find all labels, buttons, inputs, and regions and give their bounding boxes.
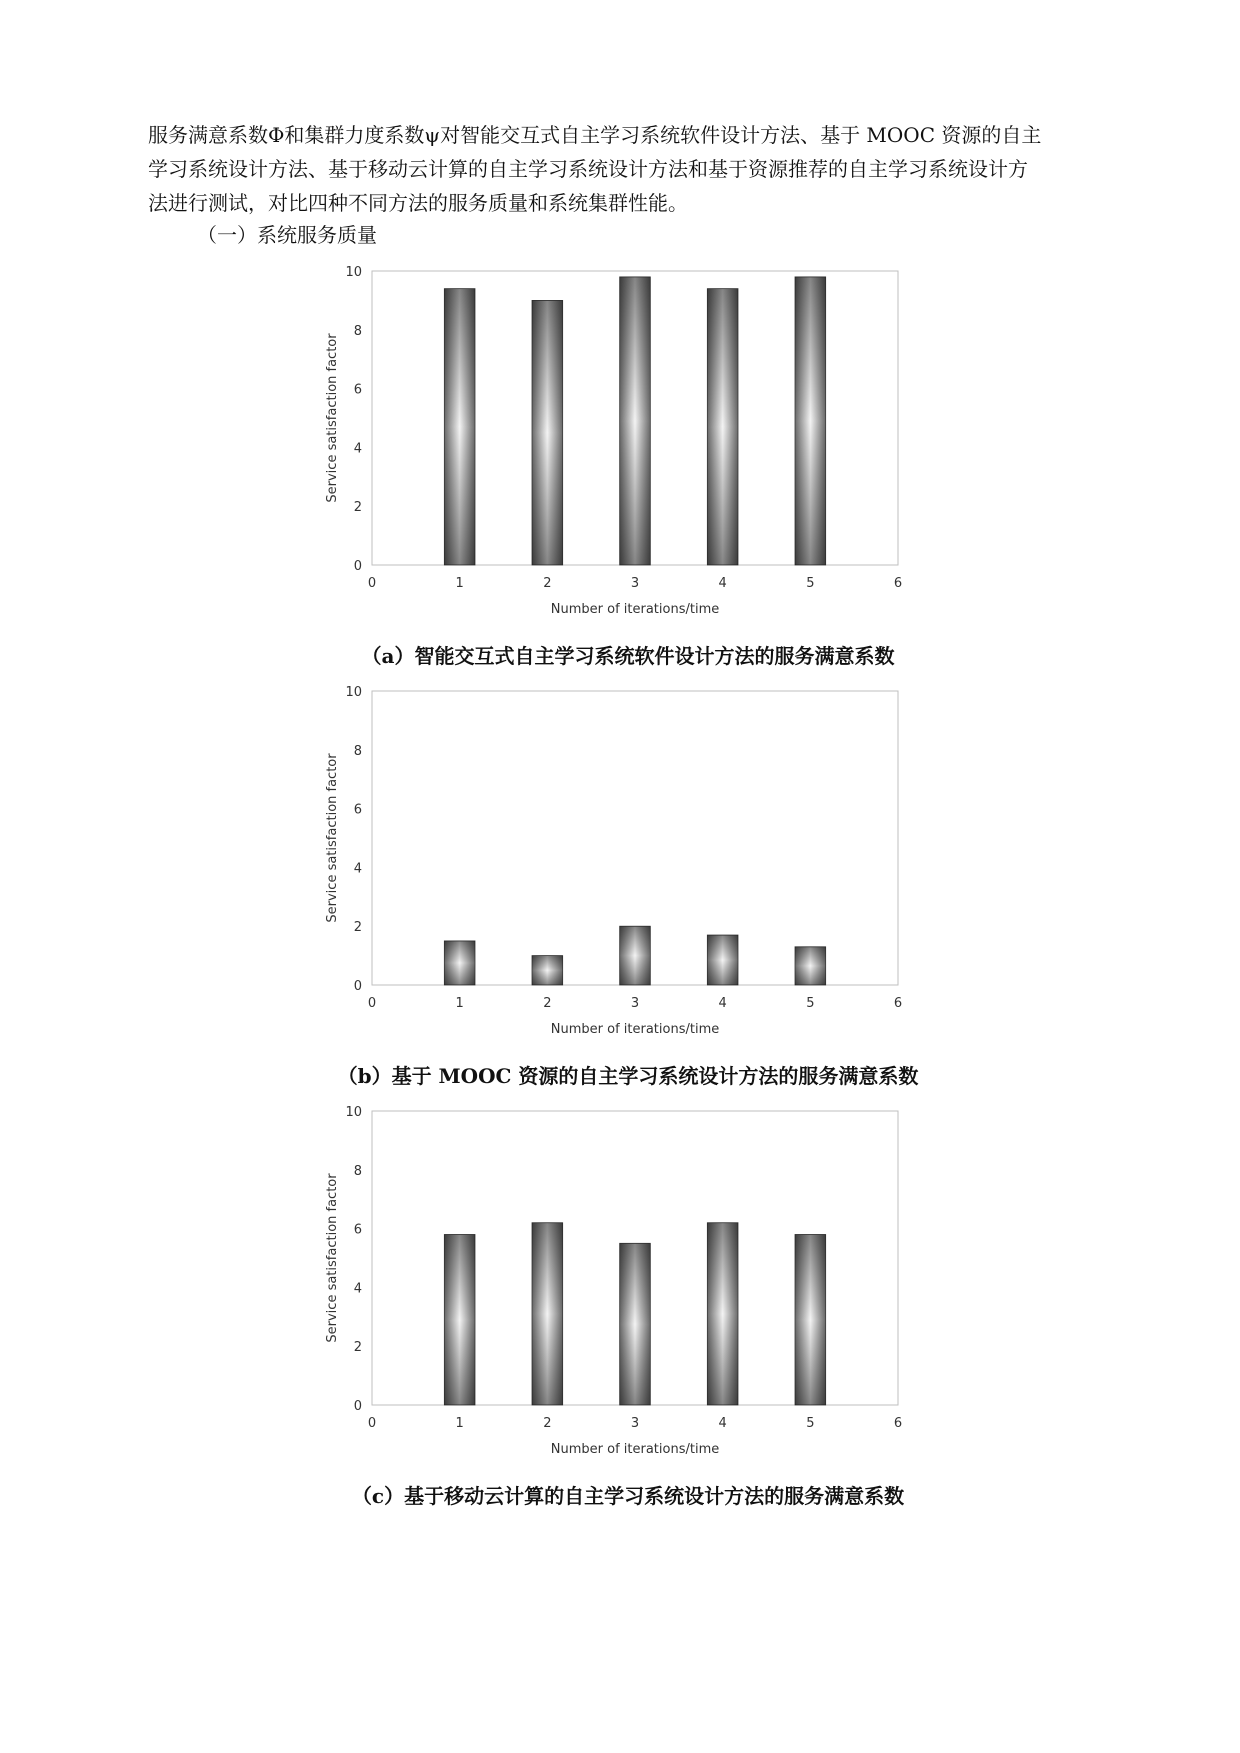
x-tick-label: 2: [543, 1416, 552, 1431]
chart-c: [320, 1095, 930, 1475]
x-tick-label: 3: [630, 1416, 640, 1431]
body-paragraph: [148, 118, 1108, 220]
bar-shade: [444, 289, 475, 565]
y-tick-label: 2: [353, 500, 362, 516]
y-tick-label: 4: [353, 861, 362, 877]
paragraph-line-2: 学习系统设计方法、基于移动云计算的自主学习系统设计方法和基于资源推荐的自主学习系统设计方: [148, 157, 1028, 181]
y-tick-label: 8: [353, 1163, 362, 1179]
x-axis-label: Number of iterations/time: [550, 602, 720, 617]
y-tick-label: 4: [353, 1281, 362, 1297]
y-axis-label: Service satisfaction factor: [325, 1173, 340, 1343]
x-tick-label: 4: [718, 996, 727, 1011]
x-tick-label: 6: [893, 576, 903, 591]
chart-svg: [320, 255, 930, 635]
caption-b: （b）基于 MOOC 资源的自主学习系统设计方法的服务满意系数: [337, 1064, 919, 1088]
chart-svg: [320, 675, 930, 1055]
y-tick-label: 0: [353, 979, 362, 994]
y-tick-label: 8: [353, 743, 362, 759]
bar-shade: [620, 277, 651, 565]
y-tick-label: 10: [345, 685, 362, 700]
y-tick-label: 0: [353, 1399, 362, 1414]
x-axis-label: Number of iterations/time: [550, 1442, 720, 1457]
y-axis-label: Service satisfaction factor: [325, 333, 340, 503]
bar-shade: [620, 1243, 651, 1405]
bar-shade: [795, 947, 826, 985]
paragraph-line-3: 法进行测试，对比四种不同方法的服务质量和系统集群性能。: [148, 191, 688, 215]
bar-shade: [707, 289, 738, 565]
bar-shade: [532, 1223, 563, 1405]
bar-shade: [444, 1234, 475, 1405]
x-tick-label: 2: [543, 996, 552, 1011]
y-tick-label: 4: [353, 441, 362, 457]
y-axis-label: Service satisfaction factor: [325, 753, 340, 923]
chart-b: [320, 675, 930, 1055]
y-tick-label: 6: [353, 802, 362, 818]
y-tick-label: 0: [353, 559, 362, 574]
x-tick-label: 4: [718, 1416, 727, 1431]
y-tick-label: 2: [353, 920, 362, 936]
x-tick-label: 3: [630, 996, 640, 1011]
x-tick-label: 6: [893, 1416, 903, 1431]
x-tick-label: 4: [718, 576, 727, 591]
x-tick-label: 5: [806, 1416, 815, 1431]
x-tick-label: 0: [367, 576, 377, 591]
bar-shade: [795, 277, 826, 565]
x-tick-label: 3: [630, 576, 640, 591]
bar-shade: [707, 935, 738, 985]
x-tick-label: 6: [893, 996, 903, 1011]
x-tick-label: 2: [543, 576, 552, 591]
x-tick-label: 1: [455, 996, 464, 1011]
bar-shade: [444, 941, 475, 985]
chart-svg: [320, 1095, 930, 1475]
x-axis-label: Number of iterations/time: [550, 1022, 720, 1037]
bar-shade: [532, 300, 563, 565]
x-tick-label: 1: [455, 1416, 464, 1431]
caption-a: （a）智能交互式自主学习系统软件设计方法的服务满意系数: [361, 644, 895, 668]
y-tick-label: 6: [353, 1222, 362, 1238]
y-tick-label: 6: [353, 382, 362, 398]
x-tick-label: 0: [367, 1416, 377, 1431]
chart-a: [320, 255, 930, 635]
y-tick-label: 10: [345, 265, 362, 280]
bar-shade: [707, 1223, 738, 1405]
caption-c: （c）基于移动云计算的自主学习系统设计方法的服务满意系数: [351, 1484, 905, 1508]
x-tick-label: 5: [806, 576, 815, 591]
x-tick-label: 0: [367, 996, 377, 1011]
bar-shade: [532, 956, 563, 985]
x-tick-label: 5: [806, 996, 815, 1011]
bar-shade: [795, 1234, 826, 1405]
section-title: （一）系统服务质量: [197, 223, 377, 247]
x-tick-label: 1: [455, 576, 464, 591]
paragraph-line-1: 服务满意系数Φ和集群力度系数ψ对智能交互式自主学习系统软件设计方法、基于 MOOC 资源的自主: [148, 123, 1042, 147]
bar-shade: [620, 926, 651, 985]
y-tick-label: 8: [353, 323, 362, 339]
y-tick-label: 2: [353, 1340, 362, 1356]
y-tick-label: 10: [345, 1105, 362, 1120]
